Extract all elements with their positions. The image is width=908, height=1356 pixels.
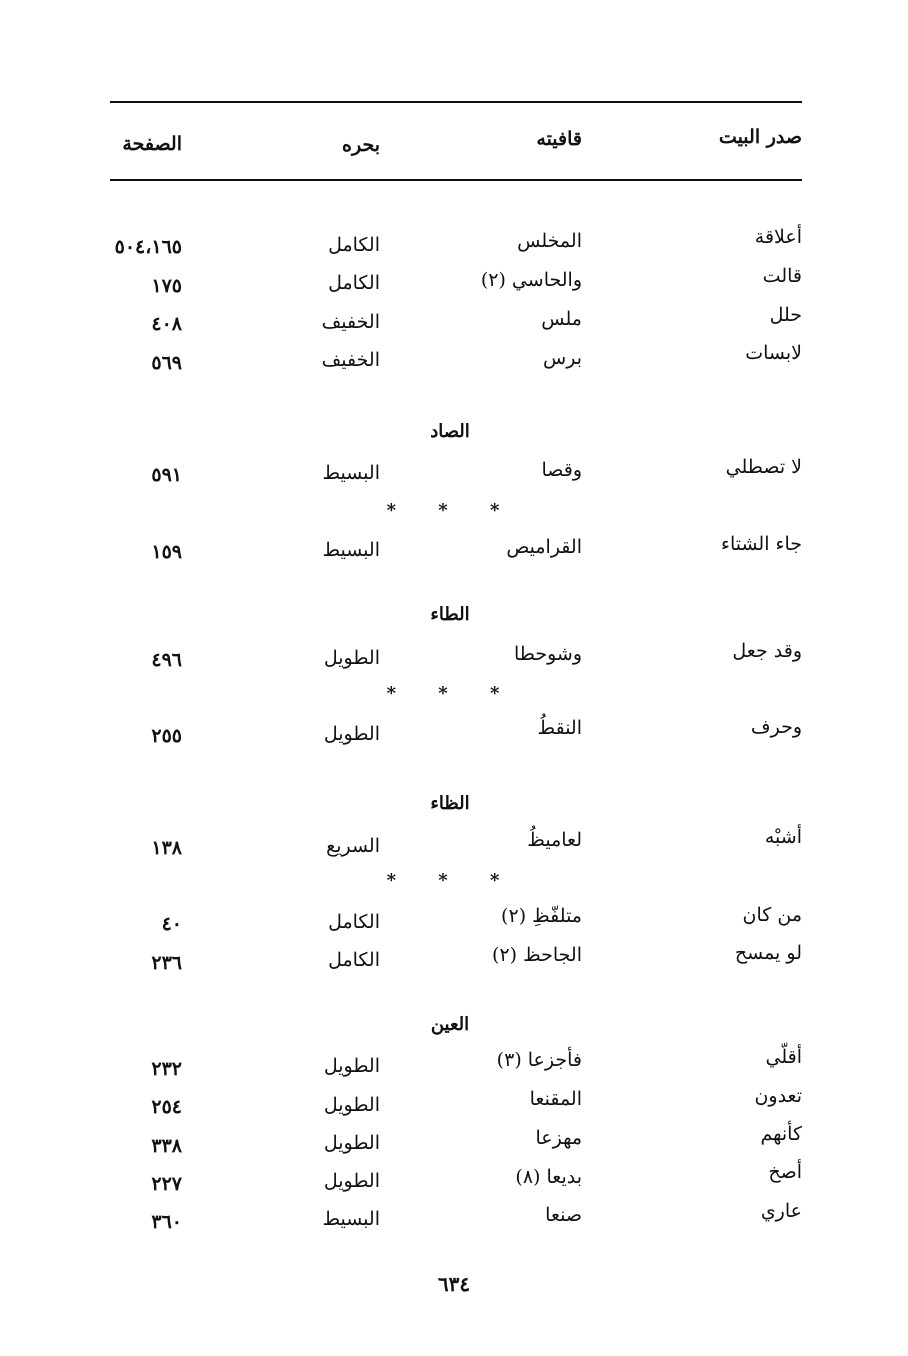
page-number: ٦٣٤ xyxy=(437,1272,471,1296)
meter: الطويل xyxy=(323,723,380,745)
rhyme: فأجزعا (٣) xyxy=(496,1049,582,1071)
rhyme: القراميص xyxy=(506,536,582,558)
rhyme: وقصا xyxy=(541,459,582,481)
rhyme: لعاميظُ xyxy=(527,829,582,851)
meter: البسيط xyxy=(322,539,380,561)
verse-start: عاري xyxy=(760,1200,802,1222)
page-ref: ٤٩٦ xyxy=(151,649,182,671)
page-ref: ٢٢٧ xyxy=(151,1173,182,1195)
verse-start: من كان xyxy=(742,904,802,926)
rhyme: متلفّظِ (٢) xyxy=(501,905,582,927)
section-separator: * * * xyxy=(386,683,518,704)
page-ref: ١٥٩ xyxy=(151,541,182,563)
meter: الكامل xyxy=(328,949,380,971)
meter: الخفيف xyxy=(321,349,380,371)
meter: البسيط xyxy=(322,462,380,484)
page-ref: ١٣٨ xyxy=(151,837,182,859)
verse-start: لو يمسح xyxy=(734,942,802,964)
verse-start: وقد جعل xyxy=(732,640,802,662)
meter: الطويل xyxy=(323,1055,380,1077)
rhyme: بديعا (٨) xyxy=(515,1166,582,1188)
header-meter: بحره xyxy=(342,134,380,156)
meter: البسيط xyxy=(322,1208,380,1230)
section-heading-taa: الطاء xyxy=(430,604,470,625)
section-separator: * * * xyxy=(386,870,518,891)
meter: السريع xyxy=(326,835,380,857)
meter: الكامل xyxy=(328,272,380,294)
rhyme: والحاسي (٢) xyxy=(480,269,582,291)
verse-start: أصخ xyxy=(768,1161,802,1183)
header-rhyme: قافيته xyxy=(536,128,582,150)
verse-start: جاء الشتاء xyxy=(721,533,802,555)
meter: الطويل xyxy=(323,647,380,669)
verse-start: أعلاقة xyxy=(754,226,802,248)
meter: الخفيف xyxy=(321,311,380,333)
verse-start: أقلّي xyxy=(765,1046,802,1068)
section-heading-sad: الصاد xyxy=(430,421,470,442)
page-ref: ٣٣٨ xyxy=(151,1135,182,1157)
verse-start: كأنهم xyxy=(760,1123,802,1145)
verse-start: لا تصطلي xyxy=(725,456,802,478)
meter: الطويل xyxy=(323,1170,380,1192)
verse-start: وحرف xyxy=(750,716,802,738)
section-heading-zaa: الظاء xyxy=(430,793,470,814)
rhyme: المخلس xyxy=(517,230,582,252)
verse-start: قالت xyxy=(762,265,802,287)
verse-start: أشبْه xyxy=(764,826,802,848)
section-heading-ain: العين xyxy=(430,1014,470,1035)
section-separator: * * * xyxy=(386,500,518,521)
page-ref: ٥٩١ xyxy=(151,464,182,486)
header-verse: صدر البيت xyxy=(718,126,802,148)
page-ref: ٥٠٤،١٦٥ xyxy=(114,236,182,258)
meter: الطويل xyxy=(323,1094,380,1116)
table-header-rule xyxy=(110,179,802,181)
meter: الكامل xyxy=(328,911,380,933)
page-ref: ٥٦٩ xyxy=(151,352,182,374)
meter: الطويل xyxy=(323,1132,380,1154)
meter: الكامل xyxy=(328,234,380,256)
page-ref: ٢٣٦ xyxy=(151,952,182,974)
table-top-rule xyxy=(110,101,802,103)
rhyme: النقطُ xyxy=(537,717,582,739)
rhyme: الجاحظ (٢) xyxy=(492,944,582,966)
verse-start: تعدون xyxy=(754,1085,802,1107)
page-ref: ٢٥٤ xyxy=(151,1096,182,1118)
rhyme: مهزعا xyxy=(535,1127,582,1149)
page-ref: ٢٥٥ xyxy=(151,725,182,747)
rhyme: المقنعا xyxy=(529,1088,582,1110)
rhyme: وشوحطا xyxy=(513,643,582,665)
rhyme: ملس xyxy=(541,308,582,330)
verse-start: حلل xyxy=(769,304,802,326)
page-ref: ٣٦٠ xyxy=(151,1211,182,1233)
rhyme: صنعا xyxy=(545,1204,582,1226)
header-page: الصفحة xyxy=(122,133,182,155)
page-ref: ١٧٥ xyxy=(151,275,182,297)
verse-start: لابسات xyxy=(745,342,802,364)
rhyme: برس xyxy=(543,347,582,369)
page-ref: ٢٣٢ xyxy=(151,1058,182,1080)
page-ref: ٤٠٨ xyxy=(151,313,182,335)
page-ref: ٤٠ xyxy=(161,913,182,935)
